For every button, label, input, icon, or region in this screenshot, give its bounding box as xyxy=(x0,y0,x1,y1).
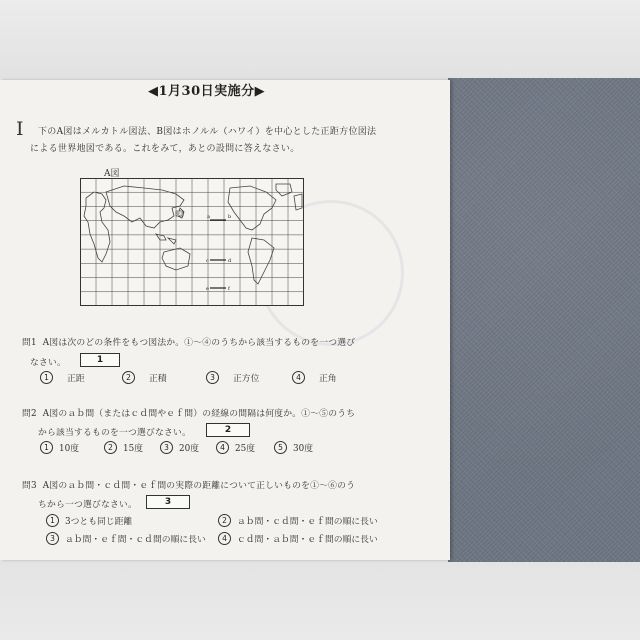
question-2-line-1: A図のａｂ間（またはｃｄ間やｅｆ間）の経線の間隔は何度か。①～⑤のうち xyxy=(42,409,356,419)
background-bottom xyxy=(0,562,640,640)
question-1-option-3[interactable]: 3 正方位 xyxy=(206,371,259,384)
fabric-background xyxy=(448,78,640,562)
option-number-icon: 3 xyxy=(160,441,173,454)
option-number-icon: 1 xyxy=(40,371,53,384)
intro-line-2: による世界地図である。これをみて，あとの設問に答えなさい。 xyxy=(30,144,300,154)
mercator-map xyxy=(80,178,304,306)
background-top xyxy=(0,0,640,78)
answer-box-3[interactable]: 3 xyxy=(146,495,190,509)
question-3-option-3[interactable]: 3 ａｂ間・ｅｆ間・ｃｄ間の順に長い xyxy=(46,532,206,545)
option-number-icon: 1 xyxy=(46,514,59,527)
section-number: I xyxy=(16,118,24,140)
segment-label-c: c xyxy=(206,258,209,264)
segment-label-a: a xyxy=(207,214,210,220)
question-3-line-1: A図のａｂ間・ｃｄ間・ｅｆ間の実際の距離について正しいものを①～⑥のう xyxy=(42,481,356,491)
option-number-icon: 2 xyxy=(122,371,135,384)
option-number-icon: 5 xyxy=(274,441,287,454)
question-1-text-1 xyxy=(22,335,355,348)
question-3-option-2[interactable]: 2 ａｂ間・ｃｄ間・ｅｆ間の順に長い xyxy=(218,514,378,527)
question-3-option-4[interactable]: 4 ｃｄ間・ａｂ間・ｅｆ間の順に長い xyxy=(218,532,378,545)
city-label: 東京 xyxy=(176,211,184,216)
answer-box-1[interactable]: 1 xyxy=(80,353,120,367)
option-number-icon: 4 xyxy=(218,532,231,545)
option-number-icon: 3 xyxy=(206,371,219,384)
option-number-icon: 2 xyxy=(104,441,117,454)
segment-label-d: d xyxy=(228,258,232,264)
question-2-option-5[interactable]: 5 30度 xyxy=(274,441,313,454)
segment-label-b: b xyxy=(228,214,232,220)
question-3-number: 問3 xyxy=(22,481,37,491)
option-number-icon: 1 xyxy=(40,441,53,454)
question-3-option-1[interactable]: 1 3つとも同じ距離 xyxy=(46,514,132,527)
question-2-number: 問2 xyxy=(22,409,37,419)
segment-label-e: e xyxy=(206,286,209,292)
question-1-number: 問1 xyxy=(22,338,37,348)
option-number-icon: 2 xyxy=(218,514,231,527)
intro-line-1: 下のA図はメルカトル図法、B図はホノルル（ハワイ）を中心とした正距方位図法 xyxy=(38,127,377,137)
question-2-option-1[interactable]: 1 10度 xyxy=(40,441,79,454)
page-header: ◀1月30日実施分▶ xyxy=(148,84,266,99)
question-3-text-1 xyxy=(22,478,355,491)
question-1-option-4[interactable]: 4 正角 xyxy=(292,371,337,384)
map-label: A図 xyxy=(104,169,120,179)
question-1-line-2: なさい。 xyxy=(30,358,66,368)
segment-label-f: f xyxy=(228,286,230,292)
question-2-option-4[interactable]: 4 25度 xyxy=(216,441,255,454)
option-number-icon: 3 xyxy=(46,532,59,545)
question-1-option-1[interactable]: 1 正距 xyxy=(40,371,85,384)
question-2-option-2[interactable]: 2 15度 xyxy=(104,441,143,454)
question-1-option-2[interactable]: 2 正積 xyxy=(122,371,167,384)
answer-box-2[interactable]: 2 xyxy=(206,423,250,437)
option-number-icon: 4 xyxy=(292,371,305,384)
question-2-option-3[interactable]: 3 20度 xyxy=(160,441,199,454)
question-1-line-1: A図は次のどの条件をもつ図法か。①～④のうちから該当するものを一つ選び xyxy=(42,338,356,348)
question-2-text-1 xyxy=(22,406,355,419)
option-number-icon: 4 xyxy=(216,441,229,454)
question-3-line-2: ちから一つ選びなさい。 xyxy=(38,500,137,510)
question-2-line-2: から該当するものを一つ選びなさい。 xyxy=(38,428,191,438)
